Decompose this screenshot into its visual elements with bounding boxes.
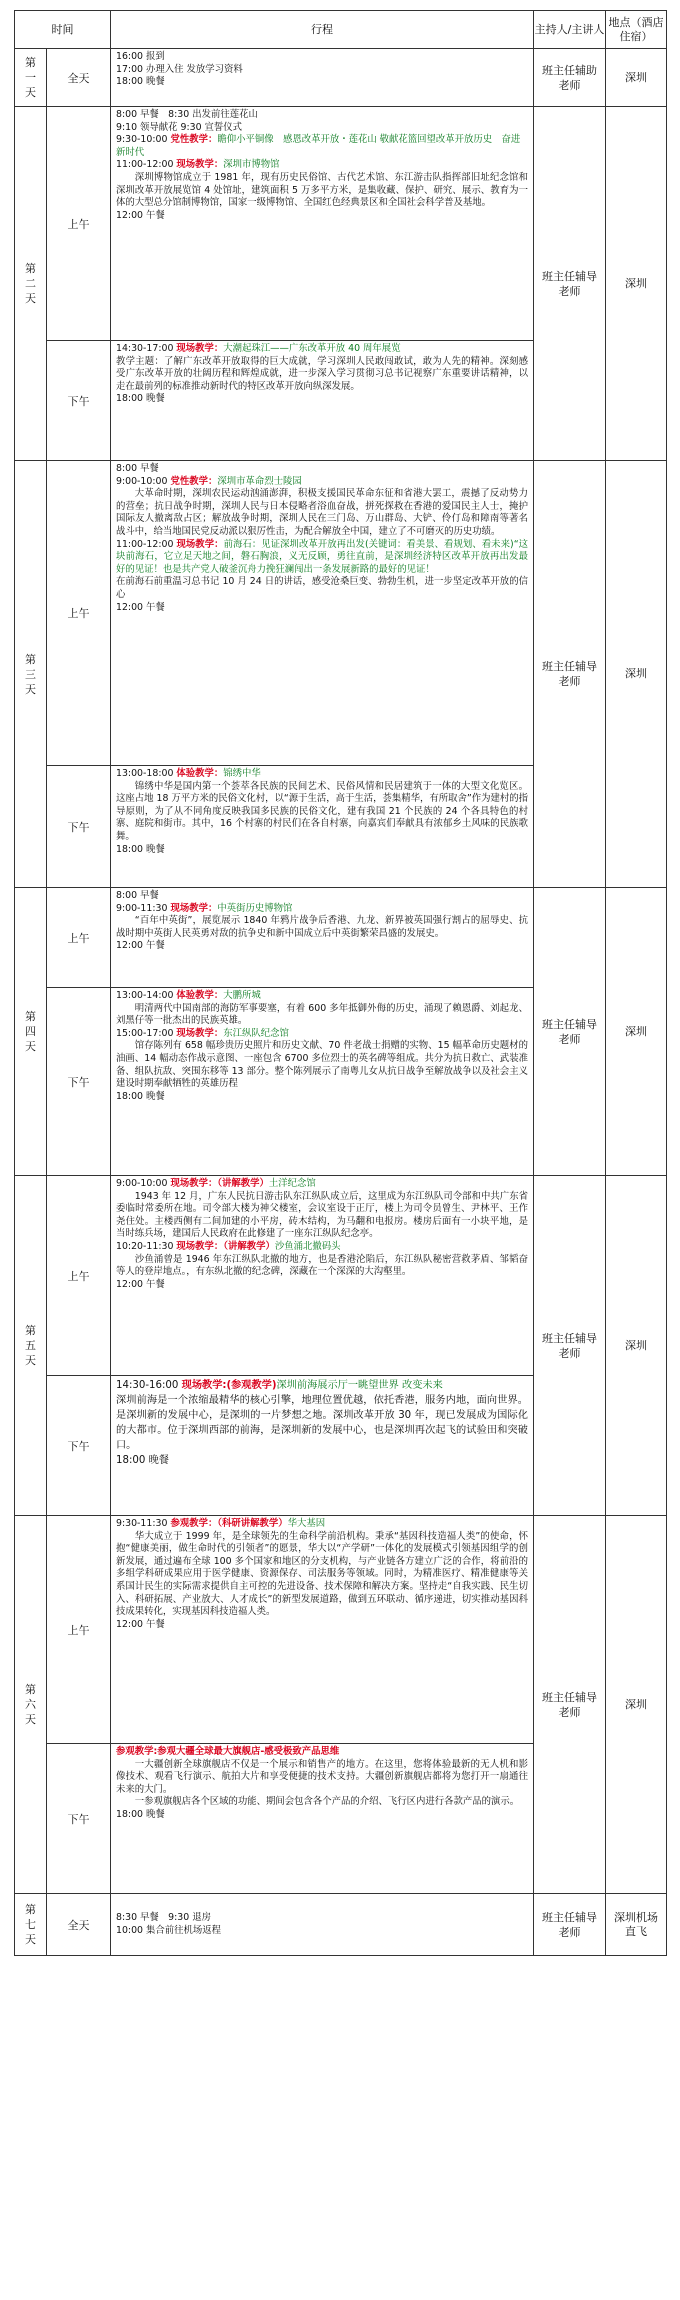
day1-row [15,49,667,107]
schedule-line: 9:30-10:00 党性教学：瞻仰小平铜像 感恩改革开放・莲花山 敬献花篮回望改革开放历史 奋进新时代 [116,134,521,158]
schedule-line: 18:00 晚餐 [116,1455,169,1466]
schedule-line: 13:00-18:00 体验教学：锦绣中华 [116,768,261,779]
description-paragraph: 华大成立于 1999 年，是全球领先的生命科学前沿机构。秉承“基因科技造福人类”的使命，怀抱“健康美丽，做生命时代的引领者”的愿景，华大以“产学研”一体化的发展模式引领基因组学的创新发展，通过遍布全球 100 多个国家和地区的分支机构，与产业链各方建立广泛的合作，将前沿的多组学科研成果应用于医学健康、资源保存、司法服务等领域。同时，为精准医疗、精准健康等关系国计民生的实际需求提供自主可控的先进设备、技术保障和解决方案。坚持走“自我实践、民生切入、科研拓展、产业放大、人才成长”的新型发展道路，做到五环联动、循序递进，切实推动基因科技成果转化，实现基因科技造福人类。 [116,1530,528,1618]
day4-am-row [15,888,667,988]
schedule-line: 18:00 晚餐 [116,843,165,855]
schedule-line: 12:00 午餐 [116,601,165,613]
day3-label: 第三天 [15,461,47,888]
day5-pm-period: 下午 [47,1376,111,1516]
description-paragraph: 馆存陈列有 658 幅珍贵历史照片和历史文献、70 件老战士捐赠的实物、15 幅革命历史题材的油画、14 幅动态作战示意图、一座包含 6700 多位烈士的英名碑等组成。共分为抗日救亡、武装准备、组队抗敌、突围东移等 13 部分。整个陈列展示了南粤儿女从抗日战争至解放战争以及社会主义建设时期奉献牺牲的英雄历程 [116,1040,528,1090]
day4-am-content [111,888,534,988]
day1-content [111,49,534,107]
schedule-line: 12:00 午餐 [116,209,165,221]
schedule-line: 16:00 报到 [116,51,165,62]
schedule-line: 14:30-17:00 现场教学：大潮起珠江——广东改革开放 40 周年展览 [116,343,401,354]
schedule-line: 9:10 领导献花 9:30 宣誓仪式 [116,121,243,133]
day6-place: 深圳 [606,1516,667,1894]
schedule-line: 10:20-11:30 现场教学：（讲解教学）沙鱼涌北撤码头 [116,1240,341,1252]
schedule-line: 9:00-11:30 现场教学：中英街历史博物馆 [116,902,293,914]
day7-row [15,1894,667,1956]
schedule-line: 15:00-17:00 现场教学：东江纵队纪念馆 [116,1027,289,1039]
schedule-table [14,10,667,1956]
day4-host: 班主任辅导老师 [534,888,606,1176]
schedule-line: 18:00 晚餐 [116,76,165,88]
day7-content [111,1894,534,1956]
day5-am-period: 上午 [47,1176,111,1376]
day3-am-row [15,461,667,766]
day6-host: 班主任辅导老师 [534,1516,606,1894]
description-paragraph: 深圳前海是一个浓缩最精华的核心引擎，地理位置优越，依托香港，服务内地，面向世界。是深圳新的发展中心，是深圳的一片梦想之地。深圳改革开放 30 年，现已发展成为国际化的大都市。位于深圳西部的前海，是深圳新的发展中心，也是深圳再次起飞的试验田和突破口。 [116,1395,528,1451]
day5-am-content [111,1176,534,1376]
schedule-line: 14:30-16:00 现场教学:(参观教学)深圳前海展示厅一眺望世界 改变未来 [116,1380,443,1391]
description-paragraph: 锦绣中华是国内第一个荟萃各民族的民间艺术、民俗风情和民居建筑于一体的大型文化览区。这座占地 18 万平方米的民俗文化村，以“源于生活，高于生活，荟集精华，有所取舍”作为建村的指导原则，为了从不同角度反映我国多民族的民俗文化，建有我国 21 个民族的 24 个各具特色的村寨、庭院和街市。其中，16 个村寨的村民们在各自村寨，向嘉宾们奉献具有浓郁乡土风味的民族歌舞。 [116,780,528,842]
day5-pm-content [111,1376,534,1516]
day3-pm-period: 下午 [47,766,111,888]
day5-place: 深圳 [606,1176,667,1516]
header-host: 主持人/主讲人 [534,11,606,49]
day2-pm-period: 下午 [47,341,111,461]
header-time: 时间 [15,11,111,49]
header-place: 地点（酒店住宿） [606,11,667,49]
day4-am-period: 上午 [47,888,111,988]
description-paragraph: 一大疆创新全球旗舰店不仅是一个展示和销售产的地方。在这里，您将体验最新的无人机和影像技术、观看飞行演示、航拍大片和享受便捷的技术支持。大疆创新旗舰店都将为您打开一扇通往未来的大门。 [116,1758,528,1795]
day7-host: 班主任辅导老师 [534,1894,606,1956]
day7-label: 第七天 [15,1894,47,1956]
schedule-line: 11:00-12:00 现场教学：前海石：见证深圳改革开放再出发(关键词：看美景、看规划、看未来)“这块前海石，它立足天地之间，磐石胸浪，义无反顾，勇往直前，是深圳经济特区改革开放再出发最好的见证！也是共产党人破釜沉舟力挽狂澜闯出一条发展新路的最好的见证！ [116,538,528,575]
description-paragraph: 大革命时期，深圳农民运动汹涌澎湃，积极支援国民革命东征和省港大罢工，震撼了反动势力的营垒；抗日战争时期，深圳人民与日本侵略者浴血奋战，拼死探救在香港的爱国民主人士，掩护国际友人撤离敌占区；解放战争时期，深圳人民在三门岛、万山群岛、大铲、伶仃岛和障南等著名战斗中，给当地国民党反动派以狠厉性击，为配合解放全中国，建立了不可磨灭的历史功绩。 [116,488,528,537]
day3-host: 班主任辅导老师 [534,461,606,888]
day6-am-content [111,1516,534,1744]
schedule-line: 12:00 午餐 [116,940,165,952]
header-row [15,11,667,49]
day3-place: 深圳 [606,461,667,888]
day4-pm-period: 下午 [47,988,111,1176]
schedule-line: 8:30 早餐 9:30 退房 [116,1911,211,1923]
schedule-line: 9:00-10:00 现场教学：（讲解教学）土洋纪念馆 [116,1178,316,1189]
day6-pm-content [111,1744,534,1894]
schedule-line: 8:00 早餐 [116,463,159,474]
day6-label: 第六天 [15,1516,47,1894]
day6-pm-period: 下午 [47,1744,111,1894]
day2-pm-content [111,341,534,461]
schedule-line: 13:00-14:00 体验教学：大鹏所城 [116,990,261,1001]
schedule-line: 12:00 午餐 [116,1278,165,1290]
description-paragraph: 教学主题：了解广东改革开放取得的巨大成就，学习深圳人民敢闯敢试，敢为人先的精神。深刻感受广东改革开放的壮阔历程和辉煌成就，进一步深入学习贯彻习总书记视察广东重要讲话精神，以走在最前列的标准推动新时代的特区改革开放向纵深发展。 [116,355,528,392]
description-paragraph: 在前海石前重温习总书记 10 月 24 日的讲话，感受沧桑巨变、勃勃生机，进一步坚定改革开放的信心 [116,576,528,600]
day1-place: 深圳 [606,49,667,107]
day2-host: 班主任辅导老师 [534,107,606,461]
schedule-line: 17:00 办理入住 发放学习资料 [116,63,243,75]
day5-label: 第五天 [15,1176,47,1516]
day2-am-period: 上午 [47,107,111,341]
description-paragraph: “百年中英街”，展览展示 1840 年鸦片战争后香港、九龙、新界被英国强行割占的屈辱史、抗战时期中英街人民英勇对敌的抗争史和新中国成立后中英街繁荣昌盛的发展史。 [116,915,528,939]
day3-pm-content [111,766,534,888]
day1-period: 全天 [47,49,111,107]
day6-am-period: 上午 [47,1516,111,1744]
schedule-line: 18:00 晚餐 [116,393,165,405]
schedule-line: 10:00 集合前往机场返程 [116,1924,221,1936]
schedule-line: 参观教学:参观大疆全球最大旗舰店-感受极致产品思维 [116,1746,340,1757]
schedule-line: 8:00 早餐 [116,890,159,901]
header-schedule: 行程 [111,11,534,49]
day7-period: 全天 [47,1894,111,1956]
day4-place: 深圳 [606,888,667,1176]
description-paragraph: 一参观旗舰店各个区域的功能、期间会包含各个产品的介绍、飞行区内进行各款产品的演示。 [134,1796,520,1808]
schedule-document [14,10,666,1956]
schedule-line: 11:00-12:00 现场教学：深圳市博物馆 [116,159,280,171]
schedule-line: 12:00 午餐 [116,1618,165,1630]
day6-am-row [15,1516,667,1744]
day1-label: 第一天 [15,49,47,107]
schedule-line: 18:00 晚餐 [116,1808,165,1820]
description-paragraph: 深圳博物馆成立于 1981 年，现有历史民俗馆、古代艺术馆、东江游击队指挥部旧址纪念馆和深圳改革开放展览馆 4 处馆址，建筑面积 5 万多平方米，是集收藏、保护、研究、展示、教育为一体的大型总分馆制博物馆，国家一级博物馆、全国红色经典景区和全国社会科学普及基地。 [116,171,528,209]
description-paragraph: 沙鱼涌曾是 1946 年东江纵队北撤的地方，也是香港沦陷后，东江纵队秘密营救茅盾、邹韬奋等人的登岸地点。，有东纵北撤的纪念碑，深藏在一个深深的大沟壑里。 [116,1253,528,1278]
day2-place: 深圳 [606,107,667,461]
schedule-line: 9:30-11:30 参观教学：（科研讲解教学）华大基因 [116,1518,326,1529]
day3-am-content [111,461,534,766]
day3-am-period: 上午 [47,461,111,766]
day4-pm-content [111,988,534,1176]
schedule-line: 9:00-10:00 党性教学：深圳市革命烈士陵园 [116,475,302,487]
day2-am-content [111,107,534,341]
day1-host: 班主任辅助老师 [534,49,606,107]
description-paragraph: 明清两代中国南部的海防军事要塞，有着 600 多年抵御外侮的历史，涌现了赖恩爵、刘起龙、刘黑仔等一批杰出的民族英雄。 [116,1002,528,1027]
day4-label: 第四天 [15,888,47,1176]
schedule-line: 18:00 晚餐 [116,1090,165,1102]
day7-place: 深圳机场直飞 [606,1894,667,1956]
day2-am-row [15,107,667,341]
schedule-line: 8:00 早餐 8:30 出发前往莲花山 [116,109,258,120]
day5-host: 班主任辅导老师 [534,1176,606,1516]
description-paragraph: 1943 年 12 月，广东人民抗日游击队东江纵队成立后，这里成为东江纵队司令部和中共广东省委临时常委所在地。司令部大楼为神父楼室，会议室设于正厅，楼上为司令员曾生、尹林平、王作尧住处。主楼西侧有二间加建的小平房，砖木结构，为马翻和电报房。楼房后面有一小块平地，是当时练兵场，建国后人民政府在此修建了一座东江纵队纪念亭。 [116,1190,528,1240]
day5-am-row [15,1176,667,1376]
day2-label: 第二天 [15,107,47,461]
